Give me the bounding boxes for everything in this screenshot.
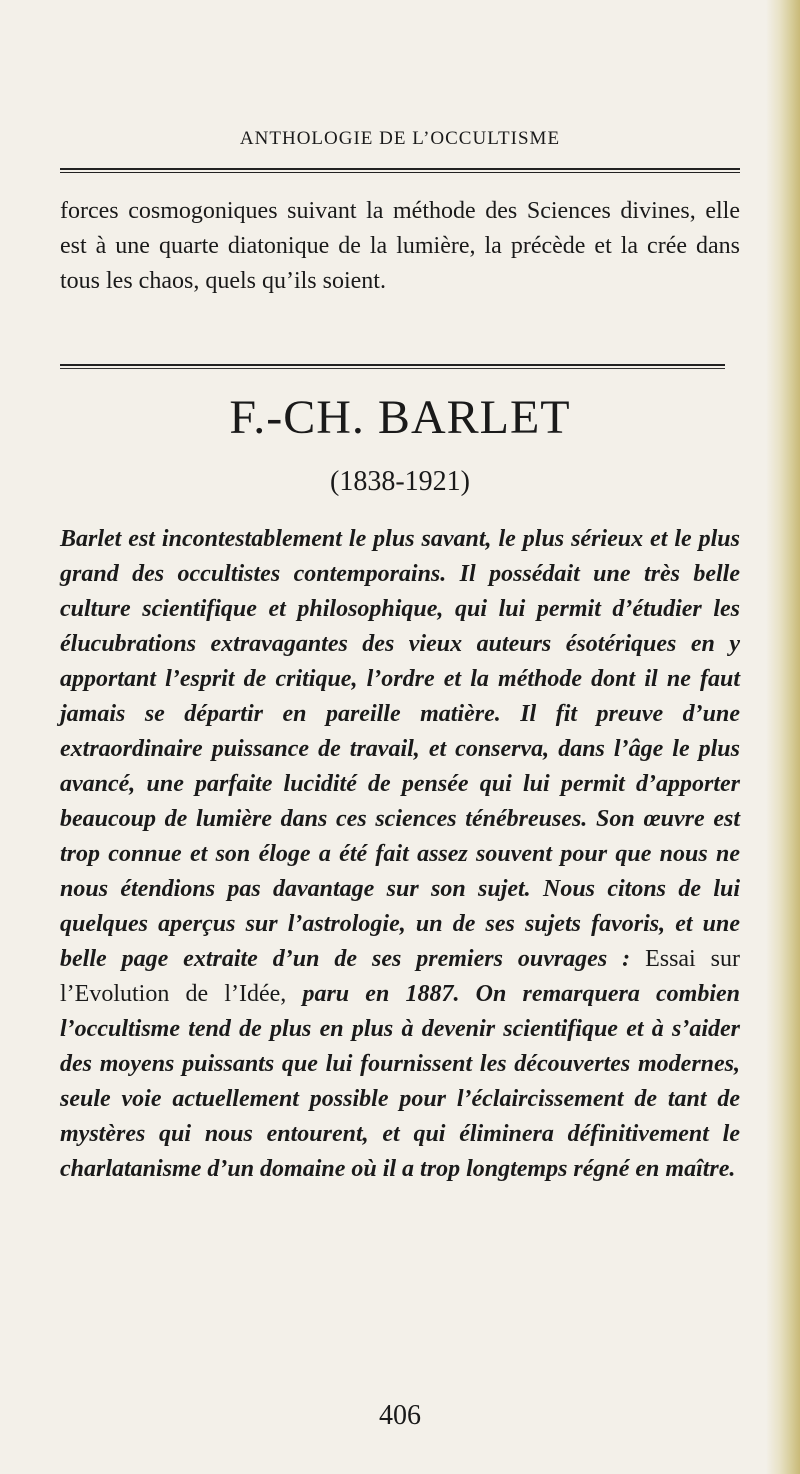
intro-paragraph: forces cosmogoniques suivant la méthode des Sciences divines, elle est à une quarte diatonique de la lumière, la précède et la crée dans tous les chaos, quels qu’ils soient. <box>60 198 740 294</box>
body-text-italic-2: paru en 1887. On remarquera combien l’occultisme tend de plus en plus à devenir scientifique et à s’aider des moyens puissants que lui fournissent les découvertes modernes, seule voie actuellement possible pour l’éclaircissement de tant de mystères qui nous entourent, et qui éliminera définitivement le charlatanisme d’un domaine où il a trop longtemps régné en maître. <box>60 981 740 1182</box>
page-number: 406 <box>379 1400 421 1431</box>
running-head: ANTHOLOGIE DE L’OCCULTISME <box>239 128 561 149</box>
body-text-italic-1: Barlet est incontestablement le plus savant, le plus sérieux et le plus grand des occultistes contemporains. Il possédait une très belle culture scientifique et philosophique, qui lui permit d’étudier les élucubrations extravagantes des vieux auteurs ésotériques en y apportant l’esprit de critique, l’ordre et la méthode dont il ne faut jamais se départir en pareille matière. Il fit preuve d’une extraordinaire puissance de travail, et conserva, dans l’âge le plus avancé, une parfaite lucidité de pensée qui lui permit d’apporter beaucoup de lumière dans ces sciences ténébreuses. Son œuvre est trop connue et son éloge a été fait assez souvent pour que nous ne nous étendions pas davantage sur son sujet. Nous citons de lui quelques aperçus sur l’astrologie, un de ses sujets favoris, et une belle page extraite d’un de ses premiers ouvrages : <box>60 526 740 972</box>
page-edge-shadow <box>766 0 800 1474</box>
header-rule <box>60 168 740 173</box>
body-paragraph <box>60 522 740 1187</box>
section-title: F.-CH. BARLET <box>229 391 571 444</box>
section-dates: (1838-1921) <box>330 466 470 497</box>
section-divider <box>60 364 725 369</box>
body-text-title-roman: Essai sur l’Evolution de l’Idée, <box>60 946 740 1007</box>
